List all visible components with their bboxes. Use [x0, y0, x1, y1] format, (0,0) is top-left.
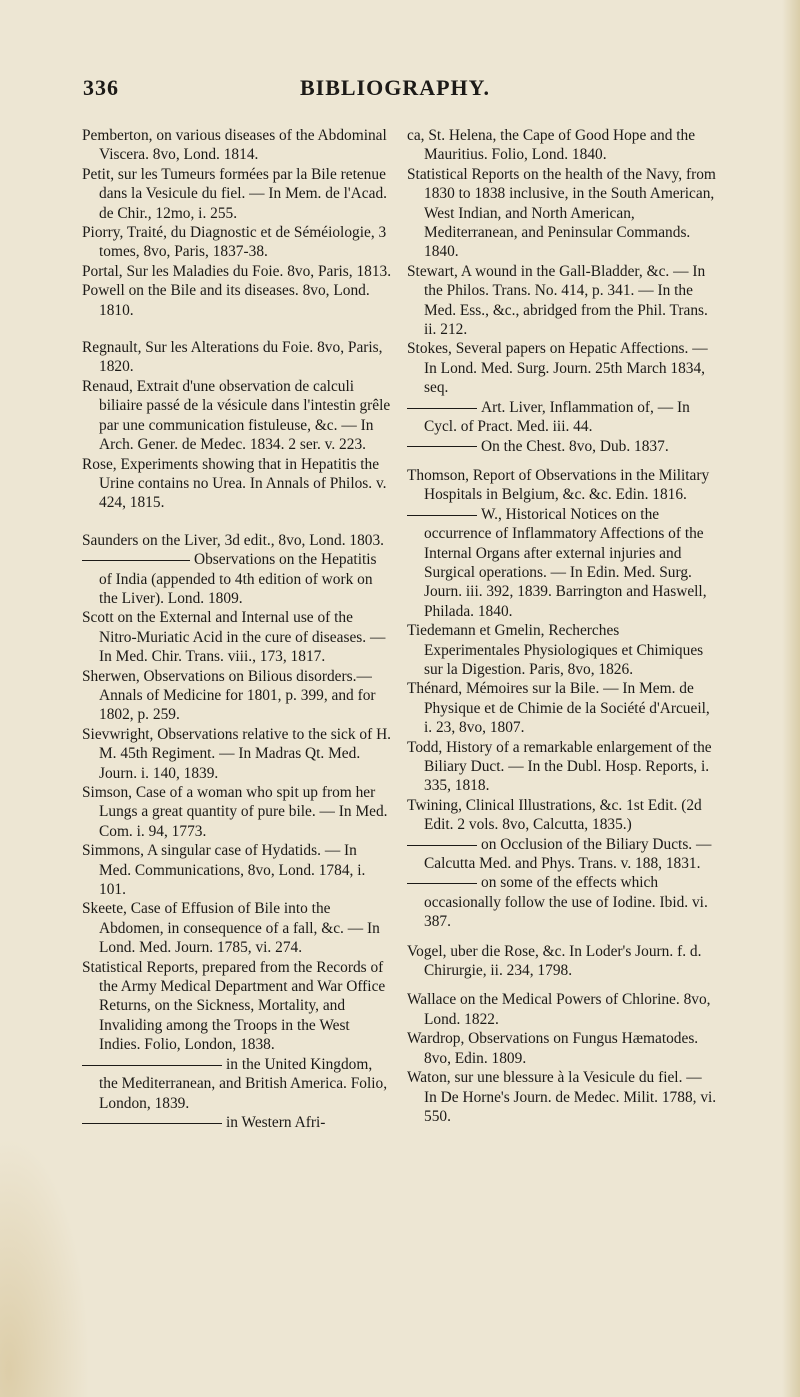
ditto-rule	[407, 845, 477, 846]
bib-entry-text: W., Historical Notices on the occurrence of Inflammatory Affections of the Internal Organs after external injuries and Surgical operations. — In Edin. Med. Surg. Journ. iii. 392, 1839. Barrington and Haswell, Philada. 1840.	[424, 505, 707, 620]
page-number: 336	[83, 75, 119, 100]
bib-entry-text: Art. Liver, Inflammation of, — In Cycl. of Pract. Med. iii. 44.	[424, 398, 690, 436]
running-title: BIBLIOGRAPHY.	[299, 75, 491, 100]
bib-entry-continuation	[82, 1055, 392, 1113]
bib-entry: Statistical Reports on the health of the Navy, from 1830 to 1838 inclusive, in the South American, West Indian, and North American, Mediterranean, and Peninsular Commands. 1840.	[407, 165, 716, 261]
bib-entry: Tiedemann et Gmelin, Recherches Experimentales Physiologiques et Chimiques sur la Digestion. Paris, 8vo, 1826.	[407, 622, 704, 678]
ditto-rule	[407, 446, 477, 447]
bib-entry: Thomson, Report of Observations in the Military Hospitals in Belgium, &c. &c. Edin. 1816.	[407, 466, 710, 504]
section-gap	[407, 980, 717, 990]
bib-entry: ca, St. Helena, the Cape of Good Hope and the Mauritius. Folio, Lond. 1840.	[407, 127, 696, 164]
section-gap	[82, 320, 392, 338]
ditto-rule	[407, 408, 477, 409]
bib-entry: Waton, sur une blessure à la Vesicule du fiel. — In De Horne's Journ. de Medec. Milit. 1788, vi. 550.	[407, 1069, 717, 1125]
paper-stain	[0, 1137, 90, 1397]
section-gap	[407, 932, 717, 942]
bib-entry-text: Observations on the Hepatitis of India (appended to 4th edition of work on the Liver). Lond. 1809.	[99, 551, 377, 607]
ditto-rule	[407, 515, 477, 516]
bib-entry: Vogel, uber die Rose, &c. In Loder's Journ. f. d. Chirurgie, ii. 234, 1798.	[407, 942, 702, 980]
bib-entry: Scott on the External and Internal use of the Nitro-Muriatic Acid in the cure of diseases. — In Med. Chir. Trans. viii., 173, 1817.	[82, 609, 386, 666]
bib-entry-text: on Occlusion of the Biliary Ducts. — Calcutta Med. and Phys. Trans. v. 188, 1831.	[424, 835, 712, 873]
bib-entry-continuation	[407, 873, 717, 931]
bib-entry: Simmons, A singular case of Hydatids. — In Med. Communications, 8vo, Lond. 1784, i. 101.	[82, 842, 366, 899]
bib-entry: Twining, Clinical Illustrations, &c. 1st Edit. (2d Edit. 2 vols. 8vo, Calcutta, 1835.)	[407, 796, 702, 834]
bib-entry-text: in Western Afri-	[226, 1113, 326, 1131]
left-column	[82, 126, 392, 1132]
page-edge-shadow	[782, 0, 800, 1397]
bib-entry-continuation	[407, 505, 717, 621]
section-gap	[407, 456, 717, 466]
bib-entry: Petit, sur les Tumeurs formées par la Bile retenue dans la Vesicule du fiel. — In Mem. de l'Acad. de Chir., 12mo, i. 255.	[82, 165, 387, 222]
bib-entry-continuation	[407, 835, 717, 874]
bib-entry: Rose, Experiments showing that in Hepatitis the Urine contains no Urea. In Annals of Philos. v. 424, 1815.	[82, 455, 387, 512]
bib-entry-continuation	[407, 437, 717, 456]
bib-entry: Portal, Sur les Maladies du Foie. 8vo, Paris, 1813.	[82, 262, 392, 280]
bib-entry: Wallace on the Medical Powers of Chlorine. 8vo, Lond. 1822.	[407, 991, 711, 1028]
ditto-rule	[82, 1123, 222, 1124]
right-column	[407, 126, 717, 1126]
bib-entry: Sherwen, Observations on Bilious disorders.—Annals of Medicine for 1801, p. 399, and for 1802, p. 259.	[82, 667, 376, 724]
bib-entry: Skeete, Case of Effusion of Bile into the Abdomen, in consequence of a fall, &c. — In Lond. Med. Journ. 1785, vi. 274.	[82, 900, 380, 957]
bib-entry: Wardrop, Observations on Fungus Hæmatodes. 8vo, Edin. 1809.	[407, 1030, 699, 1067]
bib-entry: Regnault, Sur les Alterations du Foie. 8vo, Paris, 1820.	[82, 339, 383, 376]
bib-entry-continuation	[82, 1113, 392, 1132]
bib-entry-text: On the Chest. 8vo, Dub. 1837.	[481, 437, 669, 455]
ditto-rule	[82, 560, 190, 561]
section-gap	[82, 513, 392, 531]
bib-entry-continuation	[82, 550, 392, 608]
bib-entry-continuation	[407, 398, 717, 437]
bib-entry: Sievwright, Observations relative to the sick of H. M. 45th Regiment. — In Madras Qt. Med. Journ. i. 140, 1839.	[82, 725, 392, 782]
bib-entry: Statistical Reports, prepared from the Records of the Army Medical Department and War Office Returns, on the Sickness, Mortality, and Invaliding among the Troops in the West Indies. Folio, London, 1838.	[82, 958, 386, 1054]
bib-entry: Simson, Case of a woman who spit up from her Lungs a great quantity of pure bile. — In Med. Com. i. 94, 1773.	[82, 784, 388, 840]
bib-entry: Renaud, Extrait d'une observation de calculi biliaire passé de la vésicule dans l'intestin grêle par une communication fistuleuse, &c. — In Arch. Gener. de Medec. 1834. 2 ser. v. 223.	[82, 377, 391, 454]
bib-entry: Pemberton, on various diseases of the Abdominal Viscera. 8vo, Lond. 1814.	[82, 127, 387, 164]
bib-entry: Saunders on the Liver, 3d edit., 8vo, Lond. 1803.	[82, 531, 385, 549]
bib-entry: Powell on the Bile and its diseases. 8vo, Lond. 1810.	[82, 282, 370, 319]
bib-entry: Todd, History of a remarkable enlargement of the Biliary Duct. — In the Dubl. Hosp. Reports, i. 335, 1818.	[407, 738, 712, 795]
bib-entry-text: on some of the effects which occasionally follow the use of Iodine. Ibid. vi. 387.	[424, 874, 708, 931]
bib-entry: Piorry, Traité, du Diagnostic et de Séméiologie, 3 tomes, 8vo, Paris, 1837-38.	[82, 224, 387, 261]
page-header	[75, 75, 715, 105]
bib-entry: Stokes, Several papers on Hepatic Affections. — In Lond. Med. Surg. Journ. 25th March 1834, seq.	[407, 340, 708, 397]
bib-entry-text: in the United Kingdom, the Mediterranean, and British America. Folio, London, 1839.	[99, 1055, 388, 1112]
ditto-rule	[407, 883, 477, 884]
ditto-rule	[82, 1065, 222, 1066]
bib-entry: Thénard, Mémoires sur la Bile. — In Mem. de Physique et de Chimie de la Société d'Arcueil, i. 23, 8vo, 1807.	[407, 680, 710, 737]
bib-entry: Stewart, A wound in the Gall-Bladder, &c. — In the Philos. Trans. No. 414, p. 341. — In the Med. Ess., &c., abridged from the Phil. Trans. ii. 212.	[407, 262, 708, 339]
